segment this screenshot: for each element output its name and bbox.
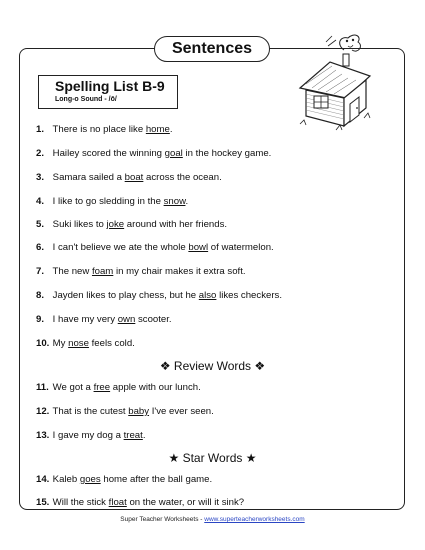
sentence-text: across the ocean. [143, 172, 222, 183]
sentence-7 [36, 266, 391, 278]
spelling-list-subtitle: Long-o Sound - /ō/ [55, 96, 117, 103]
spelling-word: snow [163, 196, 186, 207]
sentence-text: My [52, 338, 69, 349]
sentence-number: 11. [36, 382, 49, 393]
sentence-text: . [142, 430, 146, 441]
sentence-1 [36, 124, 391, 136]
spelling-word: baby [128, 406, 150, 417]
sentence-text: feels cold. [88, 338, 135, 349]
spelling-list-box [38, 75, 178, 109]
house-illustration [296, 28, 378, 132]
sentence-number: 13. [36, 430, 50, 441]
sentence-10 [36, 338, 391, 350]
spelling-word: free [93, 382, 111, 393]
sentence-text: The new [52, 266, 92, 277]
spelling-word: goes [79, 474, 101, 485]
page-title: Sentences [154, 36, 270, 62]
sentence-4 [36, 196, 391, 208]
sentence-text: Suki likes to [52, 219, 107, 230]
sentence-text: apple with our lunch. [110, 382, 201, 393]
footer-text: Super Teacher Worksheets - [120, 516, 205, 523]
sentence-3 [36, 172, 391, 184]
sentence-text: I like to go sledding in the [52, 196, 164, 207]
sentence-text: of watermelon. [208, 242, 274, 253]
spelling-word: goal [164, 148, 183, 159]
sentence-6 [36, 242, 391, 254]
sentence-number: 4. [36, 196, 45, 207]
sentence-text: Kaleb [52, 474, 80, 485]
sentence-text: I gave my dog a [52, 430, 124, 441]
sentence-number: 15. [36, 497, 50, 508]
sentence-number: 9. [36, 314, 45, 325]
sentence-text: in my chair makes it extra soft. [113, 266, 246, 277]
sentence-number: 10. [36, 338, 50, 349]
sentence-number: 2. [36, 148, 45, 159]
spelling-word: also [198, 290, 217, 301]
spelling-word: treat [123, 430, 143, 441]
sentence-text: Samara sailed a [52, 172, 125, 183]
sentence-text: I've ever seen. [149, 406, 214, 417]
spelling-word: own [117, 314, 136, 325]
sentence-text: scooter. [135, 314, 172, 325]
sentence-number: 7. [36, 266, 45, 277]
sentence-number: 5. [36, 219, 45, 230]
sentence-15 [36, 497, 391, 509]
sentence-text: Jayden likes to play chess, but he [52, 290, 199, 301]
sentence-text: That is the cutest [52, 406, 129, 417]
sentence-8 [36, 290, 391, 302]
sentence-text: We got a [52, 382, 94, 393]
star-words-heading: ★ Star Words ★ [168, 451, 257, 465]
spelling-word: joke [106, 219, 125, 230]
sentence-2 [36, 148, 391, 160]
sentence-text: home after the ball game. [100, 474, 213, 485]
sentence-13 [36, 430, 391, 442]
sentence-14 [36, 474, 391, 486]
sentence-text: likes checkers. [216, 290, 282, 301]
sentence-11 [36, 382, 391, 394]
sentence-number: 12. [36, 406, 50, 417]
sentence-text: in the hockey game. [182, 148, 272, 159]
sentence-text: I have my very [52, 314, 118, 325]
sentence-number: 14. [36, 474, 50, 485]
spelling-word: foam [91, 266, 114, 277]
sentence-text: . [185, 196, 189, 207]
sentence-9 [36, 314, 391, 326]
sentence-text: Will the stick [52, 497, 109, 508]
spelling-word: boat [124, 172, 144, 183]
sentence-text: . [169, 124, 173, 135]
sentence-number: 3. [36, 172, 45, 183]
footer-link[interactable]: www.superteacherworksheets.com [204, 516, 305, 523]
spelling-word: home [145, 124, 170, 135]
spelling-list-title: Spelling List B-9 [55, 78, 165, 94]
sentence-number: 6. [36, 242, 45, 253]
sentence-text: There is no place like [52, 124, 146, 135]
sentence-text: I can't believe we ate the whole [52, 242, 189, 253]
sentence-text: on the water, or will it sink? [126, 497, 245, 508]
spelling-word: nose [68, 338, 89, 349]
spelling-word: bowl [188, 242, 209, 253]
review-words-heading: ❖ Review Words ❖ [159, 359, 266, 373]
sentence-number: 8. [36, 290, 45, 301]
footer [0, 516, 425, 524]
sentence-text: Hailey scored the winning [52, 148, 165, 159]
sentence-5 [36, 219, 391, 231]
sentence-text: around with her friends. [124, 219, 228, 230]
sentence-12 [36, 406, 391, 418]
spelling-word: float [108, 497, 127, 508]
sentence-number: 1. [36, 124, 45, 135]
